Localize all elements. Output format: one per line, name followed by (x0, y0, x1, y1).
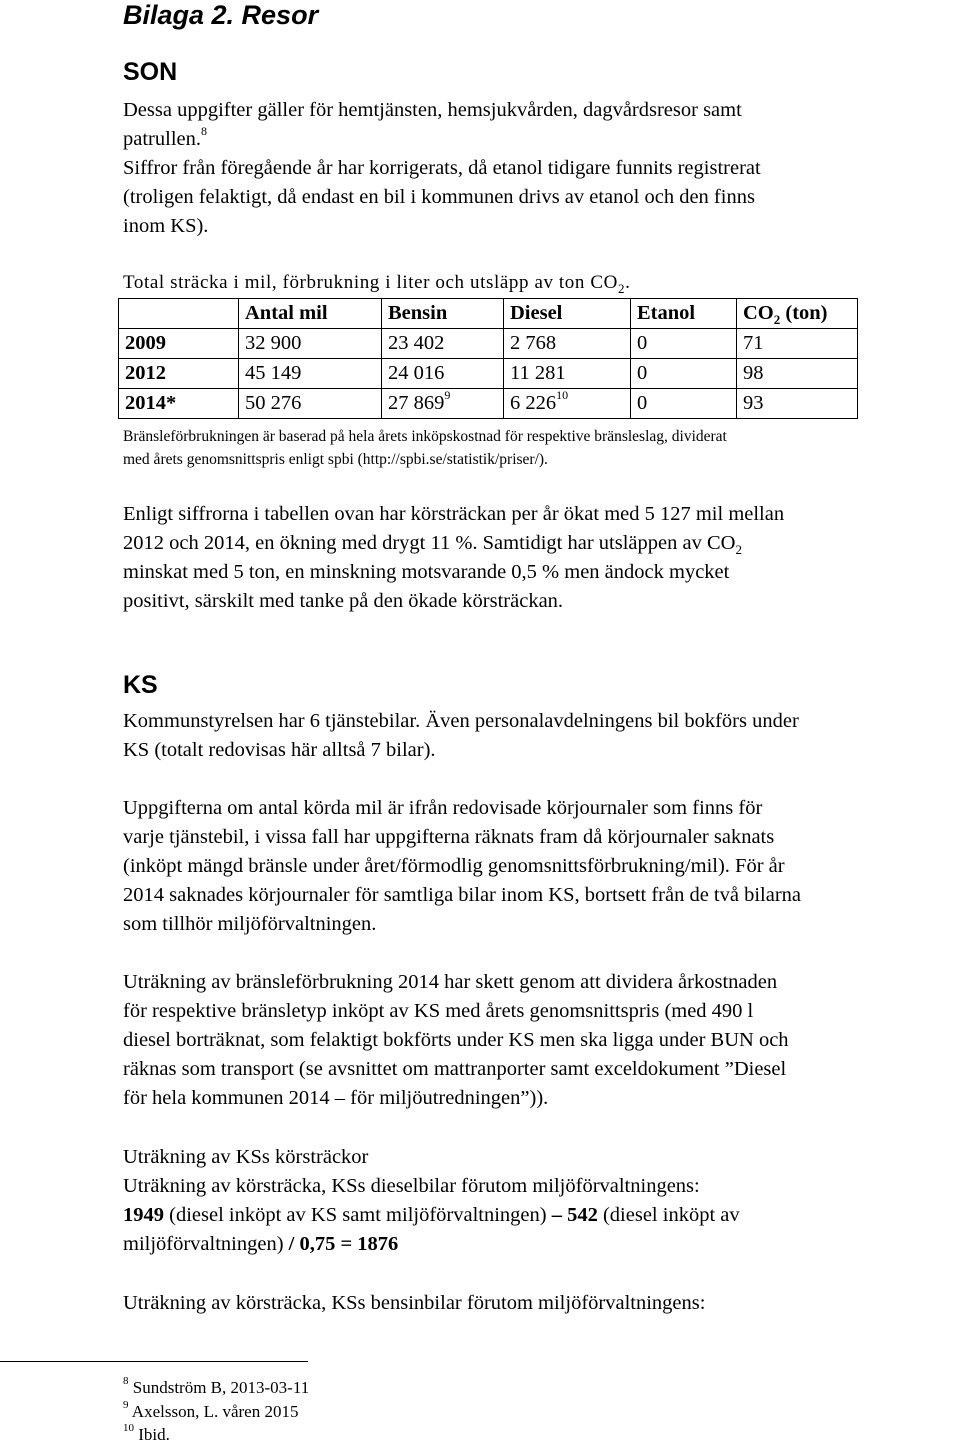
cell-value: 6 226 (510, 392, 557, 414)
ks-paragraph-line: för respektive bränsletyp inköpt av KS med årets genomsnittspris (med 490 l (123, 1000, 754, 1022)
ks-paragraph-line: (inköpt mängd bränsle under året/förmodlig genomsnittsförbrukning/mil). För år (123, 855, 785, 877)
footnote (123, 1377, 309, 1399)
table-cell: 0 (631, 359, 737, 389)
son-data-table (118, 298, 858, 419)
calc-value: – 542 (551, 1204, 598, 1226)
ks-paragraph-line: för hela kommunen 2014 – för miljöutredningen”)). (123, 1087, 549, 1109)
table-cell: 24 016 (382, 359, 504, 389)
table-cell: 45 149 (239, 359, 382, 389)
caption-end: . (625, 272, 631, 293)
footnote-text: Axelsson, L. våren 2015 (128, 1402, 299, 1421)
table-cell (382, 389, 504, 419)
son-paragraph-line: minskat med 5 ton, en minskning motsvarande 0,5 % men ändock mycket (123, 561, 730, 583)
ks-paragraph-line: 2014 saknades körjournaler för samtliga bilar inom KS, bortsett från de två bilarna (123, 884, 802, 906)
table-note: med årets genomsnittspris enligt spbi (http://spbi.se/statistik/priser/). (123, 451, 548, 468)
footnote-divider (0, 1361, 308, 1362)
ks-subheading: Uträkning av KSs körsträckor (123, 1146, 369, 1168)
table-cell (504, 389, 631, 419)
table-cell-year: 2014* (119, 389, 239, 419)
footnote-number: 10 (123, 1422, 134, 1435)
table-cell: 93 (737, 389, 858, 419)
son-intro-line: (troligen felaktigt, då endast en bil i kommunen drivs av etanol och den finns (123, 186, 755, 208)
table-cell: 23 402 (382, 329, 504, 359)
calc-text: miljöförvaltningen) (123, 1233, 289, 1255)
table-cell: 0 (631, 329, 737, 359)
calc-value: 1949 (123, 1204, 164, 1226)
son-intro-line (123, 125, 960, 154)
co2-unit: (ton) (780, 302, 828, 324)
section-heading-ks: KS (123, 671, 158, 699)
ks-paragraph-line: Uträkning av körsträcka, KSs bensinbilar förutom miljöförvaltningens: (123, 1292, 706, 1314)
footnote-ref[interactable]: 9 (444, 388, 451, 403)
table-caption (123, 271, 630, 295)
son-paragraph-line: Enligt siffrorna i tabellen ovan har körsträckan per år ökat med 5 127 mil mellan (123, 503, 785, 525)
table-header-row (119, 299, 858, 329)
co2-subscript: 2 (773, 312, 781, 328)
table-header-cell: Antal mil (239, 299, 382, 329)
ks-paragraph-line: Kommunstyrelsen har 6 tjänstebilar. Även personalavdelningens bil bokförs under (123, 710, 799, 732)
ks-paragraph-line: KS (totalt redovisas här alltså 7 bilar). (123, 739, 436, 761)
table-note: Bränsleförbrukningen är baserad på hela årets inköpskostnad för respektive bränsleslag, dividerat (123, 428, 727, 445)
ks-paragraph-line: varje tjänstebil, i vissa fall har uppgifterna räknats fram då körjournaler saknats (123, 826, 775, 848)
footnote-text: Ibid. (134, 1425, 170, 1444)
table-header-cell: Etanol (631, 299, 737, 329)
ks-calculation-line (123, 1230, 960, 1259)
table-cell: 50 276 (239, 389, 382, 419)
ks-paragraph-line: Uppgifterna om antal körda mil är ifrån redovisade körjournaler som finns för (123, 797, 763, 819)
cell-value: 27 869 (388, 392, 445, 414)
table-row (119, 389, 858, 419)
son-paragraph-line (123, 529, 960, 558)
footnote-ref[interactable]: 10 (556, 388, 569, 403)
calc-text: (diesel inköpt av KS samt miljöförvaltningen) (164, 1204, 552, 1226)
co2-label: CO (743, 302, 774, 324)
son-intro-line: inom KS). (123, 215, 209, 237)
calc-result: / 0,75 = 1876 (288, 1233, 399, 1255)
footnote-ref[interactable]: 8 (201, 124, 207, 139)
son-intro-line: Dessa uppgifter gäller för hemtjänsten, hemsjukvården, dagvårdsresor samt (123, 99, 742, 121)
table-header-cell: Diesel (504, 299, 631, 329)
ks-paragraph-line: Uträkning av bränsleförbrukning 2014 har skett genom att dividera årkostnaden (123, 971, 778, 993)
calc-text: (diesel inköpt av (597, 1204, 740, 1226)
table-cell: 71 (737, 329, 858, 359)
footnote (123, 1401, 298, 1423)
son-paragraph-line: positivt, särskilt med tanke på den ökade körsträckan. (123, 590, 564, 612)
table-cell: 98 (737, 359, 858, 389)
table-cell-year: 2009 (119, 329, 239, 359)
son-intro-line: Siffror från föregående år har korrigerats, då etanol tidigare funnits registrerat (123, 157, 761, 179)
footnote-number: 9 (123, 1399, 129, 1412)
ks-paragraph-line: som tillhör miljöförvaltningen. (123, 913, 377, 935)
co2-subscript: 2 (735, 542, 742, 558)
section-heading-son: SON (123, 58, 178, 86)
ks-paragraph-line: diesel borträknat, som felaktigt bokförts under KS men ska ligga under BUN och (123, 1029, 789, 1051)
caption-text: Total sträcka i mil, förbrukning i liter och utsläpp av ton CO (123, 272, 618, 293)
son-intro-text: patrullen. (123, 128, 201, 150)
paragraph-text: 2012 och 2014, en ökning med drygt 11 %. Samtidigt har utsläppen av CO (123, 532, 736, 554)
table-cell-year: 2012 (119, 359, 239, 389)
table-header-cell: Bensin (382, 299, 504, 329)
table-cell: 11 281 (504, 359, 631, 389)
ks-paragraph-line: räknas som transport (se avsnittet om mattranporter samt exceldokument ”Diesel (123, 1058, 787, 1080)
ks-calculation-line (123, 1201, 960, 1230)
table-header-cell-co2 (737, 299, 858, 329)
ks-paragraph-line: Uträkning av körsträcka, KSs dieselbilar förutom miljöförvaltningens: (123, 1175, 700, 1197)
table-header-cell (119, 299, 239, 329)
table-row (119, 329, 858, 359)
table-cell: 0 (631, 389, 737, 419)
footnote-number: 8 (123, 1375, 129, 1388)
table-cell: 2 768 (504, 329, 631, 359)
footnote (123, 1424, 170, 1446)
table-row (119, 359, 858, 389)
page-title: Bilaga 2. Resor (123, 0, 319, 30)
footnote-text: Sundström B, 2013-03-11 (128, 1378, 310, 1397)
caption-subscript: 2 (617, 280, 626, 296)
table-cell: 32 900 (239, 329, 382, 359)
